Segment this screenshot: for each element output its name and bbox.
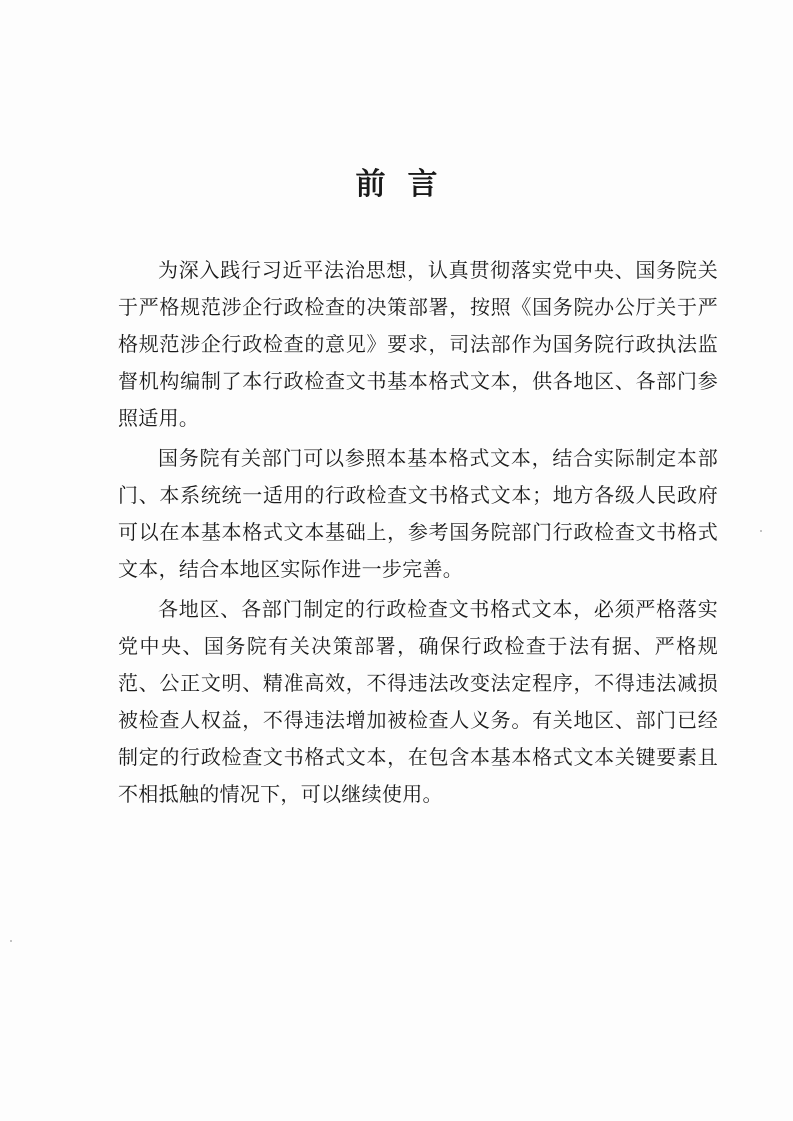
body-text — [118, 252, 718, 813]
paragraph-2: 国务院有关部门可以参照本基本格式文本，结合实际制定本部门、本系统统一适用的行政检查文书格式文本；地方各级人民政府可以在本基本格式文本基础上，参考国务院部门行政检查文书格式文本，结合本地区实际作进一步完善。 — [118, 446, 718, 581]
page-title: 前言 — [355, 167, 460, 202]
scan-speck — [760, 530, 762, 532]
paragraph-1: 为深入践行习近平法治思想，认真贯彻落实党中央、国务院关于严格规范涉企行政检查的决策部署，按照《国务院办公厅关于严格规范涉企行政检查的意见》要求，司法部作为国务院行政执法监督机构编制了本行政检查文书基本格式文本，供各地区、各部门参照适用。 — [118, 258, 718, 430]
scan-speck — [10, 940, 12, 942]
paragraph-3: 各地区、各部门制定的行政检查文书格式文本，必须严格落实党中央、国务院有关决策部署，确保行政检查于法有据、严格规范、公正文明、精准高效，不得违法改变法定程序，不得违法减损被检查人权益，不得违法增加被检查人义务。有关地区、部门已经制定的行政检查文书格式文本，在包含本基本格式文本关键要素且不相抵触的情况下，可以继续使用。 — [118, 597, 718, 806]
